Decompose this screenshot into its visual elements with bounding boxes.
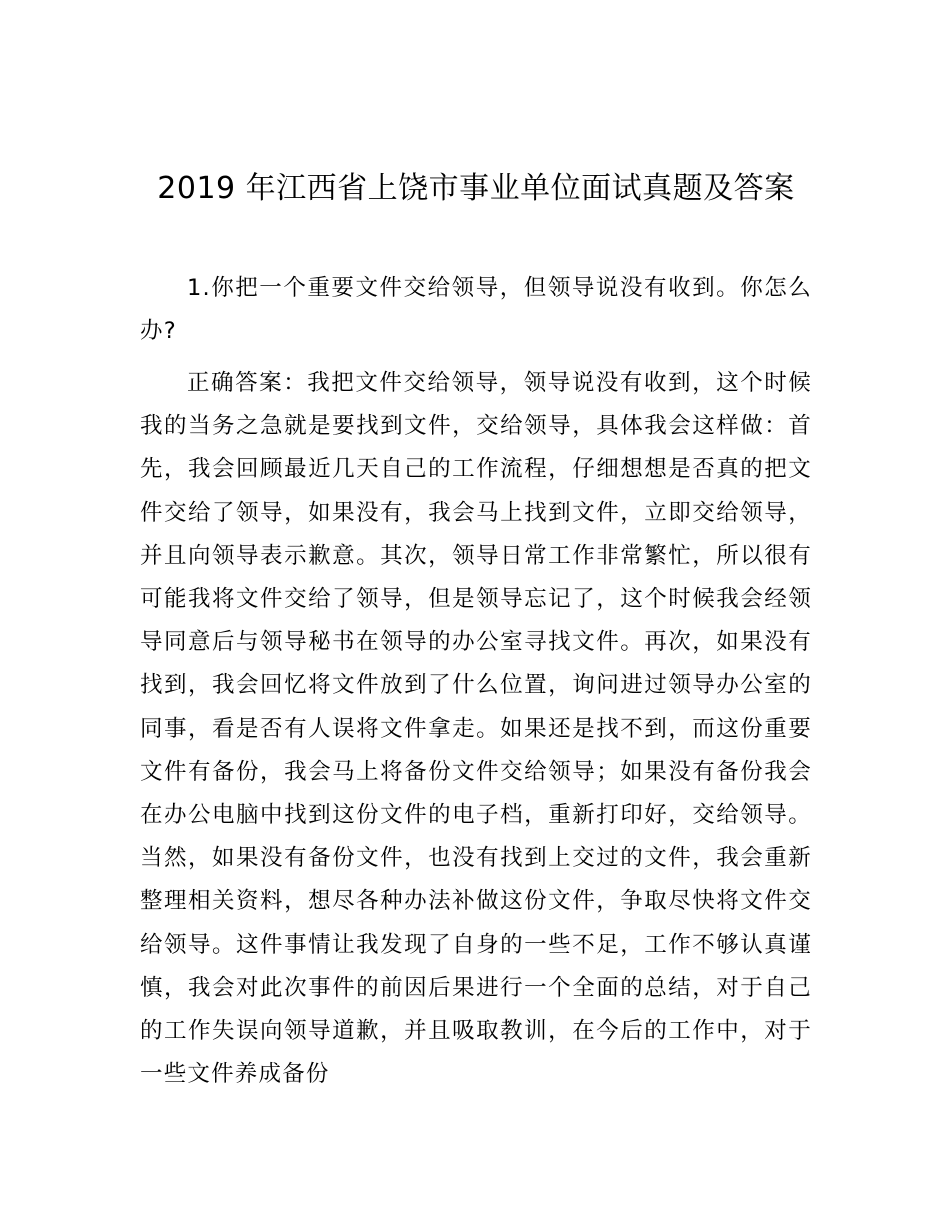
document-title: 2019 年江西省上饶市事业单位面试真题及答案 <box>157 171 795 206</box>
answer-paragraph: 正确答案：我把文件交给领导，领导说没有收到，这个时候我的当务之急就是要找到文件，交给领导，具体我会这样做：首先，我会回顾最近几天自己的工作流程，仔细想想是否真的把文件交给了领导，如果没有，我会马上找到文件，立即交给领导，并且向领导表示歉意。其次，领导日常工作非常繁忙，所以很有可能我将文件交给了领导，但是领导忘记了，这个时候我会经领导同意后与领导秘书在领导的办公室寻找文件。再次，如果没有找到，我会回忆将文件放到了什么位置，询问进过领导办公室的同事，看是否有人误将文件拿走。如果还是找不到，而这份重要文件有备份，我会马上将备份文件交给领导；如果没有备份我会在办公电脑中找到这份文件的电子档，重新打印好，交给领导。当然，如果没有备份文件，也没有找到上交过的文件，我会重新整理相关资料，想尽各种办法补做这份文件，争取尽快将文件交给领导。这件事情让我发现了自身的一些不足，工作不够认真谨慎，我会对此次事件的前因后果进行一个全面的总结，对于自己的工作失误向领导道歉，并且吸取教训，在今后的工作中，对于一些文件养成备份 <box>140 370 812 1088</box>
question-paragraph: 1.你把一个重要文件交给领导，但领导说没有收到。你怎么办? <box>140 275 812 345</box>
